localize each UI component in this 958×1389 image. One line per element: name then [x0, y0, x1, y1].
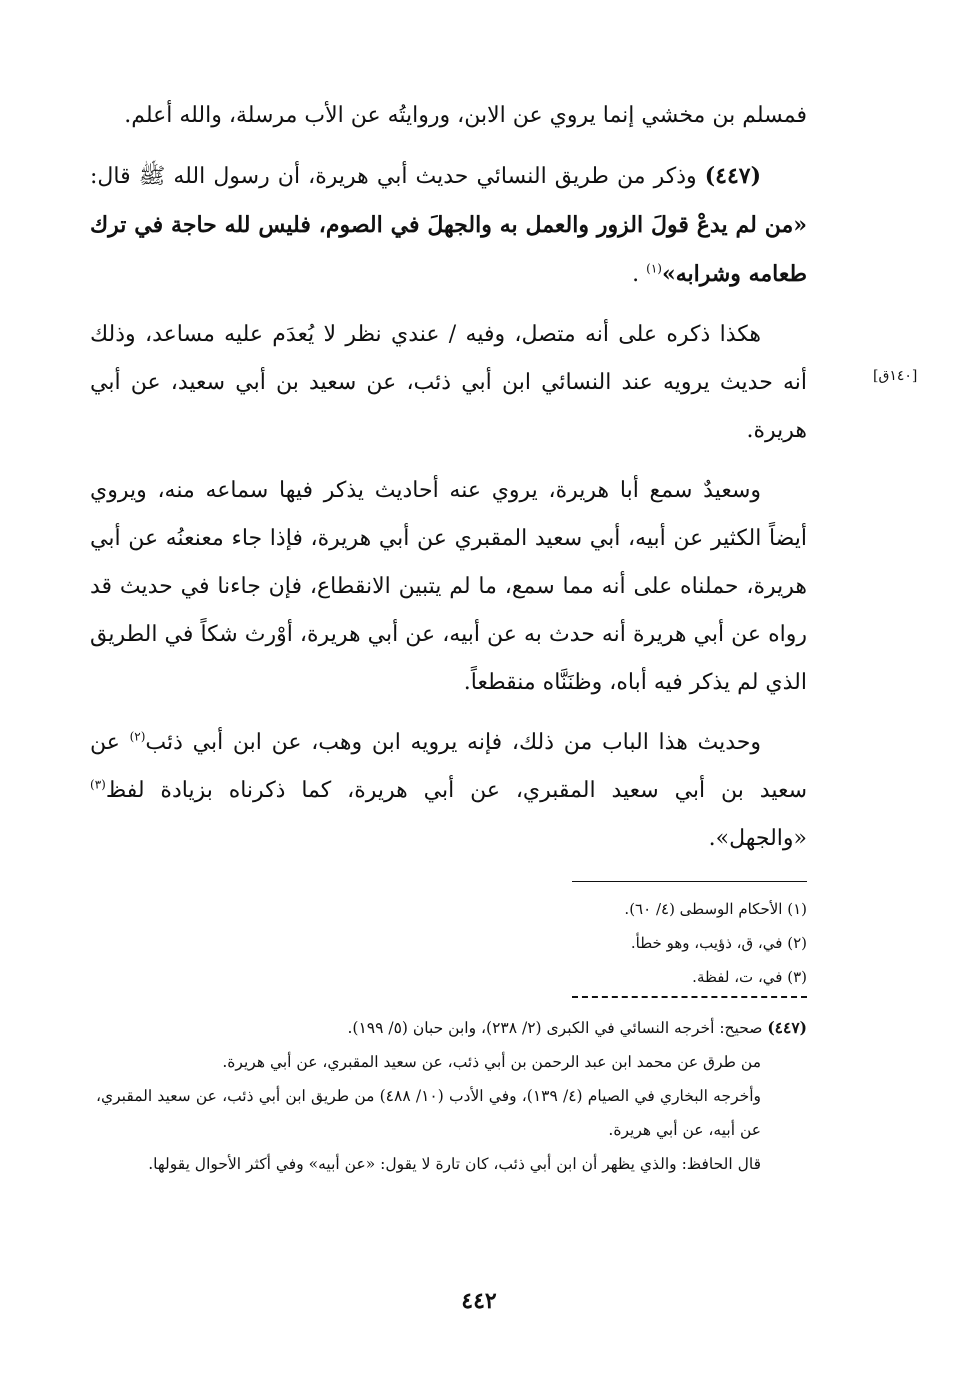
manuscript-folio-marker: [١٤٠ق] [873, 368, 918, 384]
commentary-first-line [96, 1011, 807, 1045]
footnote-divider [572, 881, 807, 882]
page-number: ٤٤٢ [461, 1288, 497, 1314]
paragraph-continuation: فمسلم بن مخشي إنما يروي عن الابن، وروايتُه عن الأب مرسلة، والله أعلم. [124, 103, 807, 128]
footnote-3: (٣) في، ت، لفظة. [692, 968, 807, 986]
footnote-2: (٢) في، ق، ذؤيب، وهو خطأ. [630, 934, 807, 952]
paragraph-chapter-hadith [90, 719, 807, 863]
footnote-ref-3: (٣) [90, 777, 106, 792]
takhrij-commentary [96, 1011, 807, 1181]
footnote-ref-1: (١) [646, 261, 662, 276]
hadith-quote: «من لم يدعْ قولَ الزور والعمل به والجهلَ في الصوم، فليس لله حاجة في ترك طعامه وشرابه» [90, 212, 807, 287]
paragraph-chapter-b: عن سعيد بن أبي سعيد المقبري، عن أبي هريرة، كما ذكرناه بزيادة لفظ [90, 730, 808, 803]
commentary-number: (٤٤٧) [767, 1018, 807, 1037]
footnotes [420, 892, 807, 994]
hadith-end: . [632, 262, 640, 287]
hadith-number: (٤٤٧) [704, 163, 761, 189]
paragraph-chapter-c: «والجهل». [708, 826, 807, 851]
paragraph-said: وسعيدٌ سمع أبا هريرة، يروي عنه أحاديث يذكر فيها سماعه منه، ويروي أيضاً الكثير عن أبيه، أبي سعيد المقبري عن أبي هريرة، فإذا جاء معنعنُه عن أبي هريرة، حملناه على أنه مما سمع، ما لم يتبين الانقطاع، فإن جاءنا في حديث قد رواه عن أبي هريرة أنه حدث به عن أبيه، عن أبي هريرة، أوْرث شكاً في الطريق الذي لم يذكر فيه أباه، وظنَنَّاه منقطعاً. [90, 478, 807, 695]
commentary-line-2: وأخرجه البخاري في الصيام (٤/ ١٣٩)، وفي الأدب (١٠/ ٤٨٨) من طريق ابن أبي ذئب، عن سعيد المقبري، عن أبيه، عن أبي هريرة. [96, 1087, 761, 1139]
paragraph-chapter-a: وحديث هذا الباب من ذلك، فإنه يرويه ابن وهب، عن ابن أبي ذئب [145, 730, 761, 755]
commentary-first-text: صحيح: أخرجه النسائي في الكبرى (٢/ ٢٣٨)، وابن حبان (٥/ ١٩٩). [347, 1019, 763, 1037]
footnote-1: (١) الأحكام الوسطى (٤/ ٦٠). [624, 900, 807, 918]
hadith-intro: وذكر من طريق النسائي حديث أبي هريرة، أن رسول الله ﷺ قال: [90, 164, 697, 189]
main-text [90, 92, 807, 875]
commentary-line-1: من طرق عن محمد ابن عبد الرحمن بن أبي ذئب، عن سعيد المقبري، عن أبي هريرة. [222, 1053, 761, 1071]
hadith-paragraph-447 [90, 152, 807, 299]
commentary-divider [572, 996, 807, 998]
commentary-line-3: قال الحافظ: والذي يظهر أن ابن أبي ذئب، كان تارة لا يقول: «عن أبيه» وفي أكثر الأحوال يقولها. [148, 1155, 761, 1173]
footnote-ref-2: (٢) [129, 729, 146, 744]
paragraph-analysis: هكذا ذكره على أنه متصل، وفيه / عندي نظر لا يُعدَم عليه مساعد، وذلك أنه حديث يرويه عند النسائي ابن أبي ذئب، عن سعيد بن أبي سعيد، عن أبي هريرة. [90, 322, 807, 443]
